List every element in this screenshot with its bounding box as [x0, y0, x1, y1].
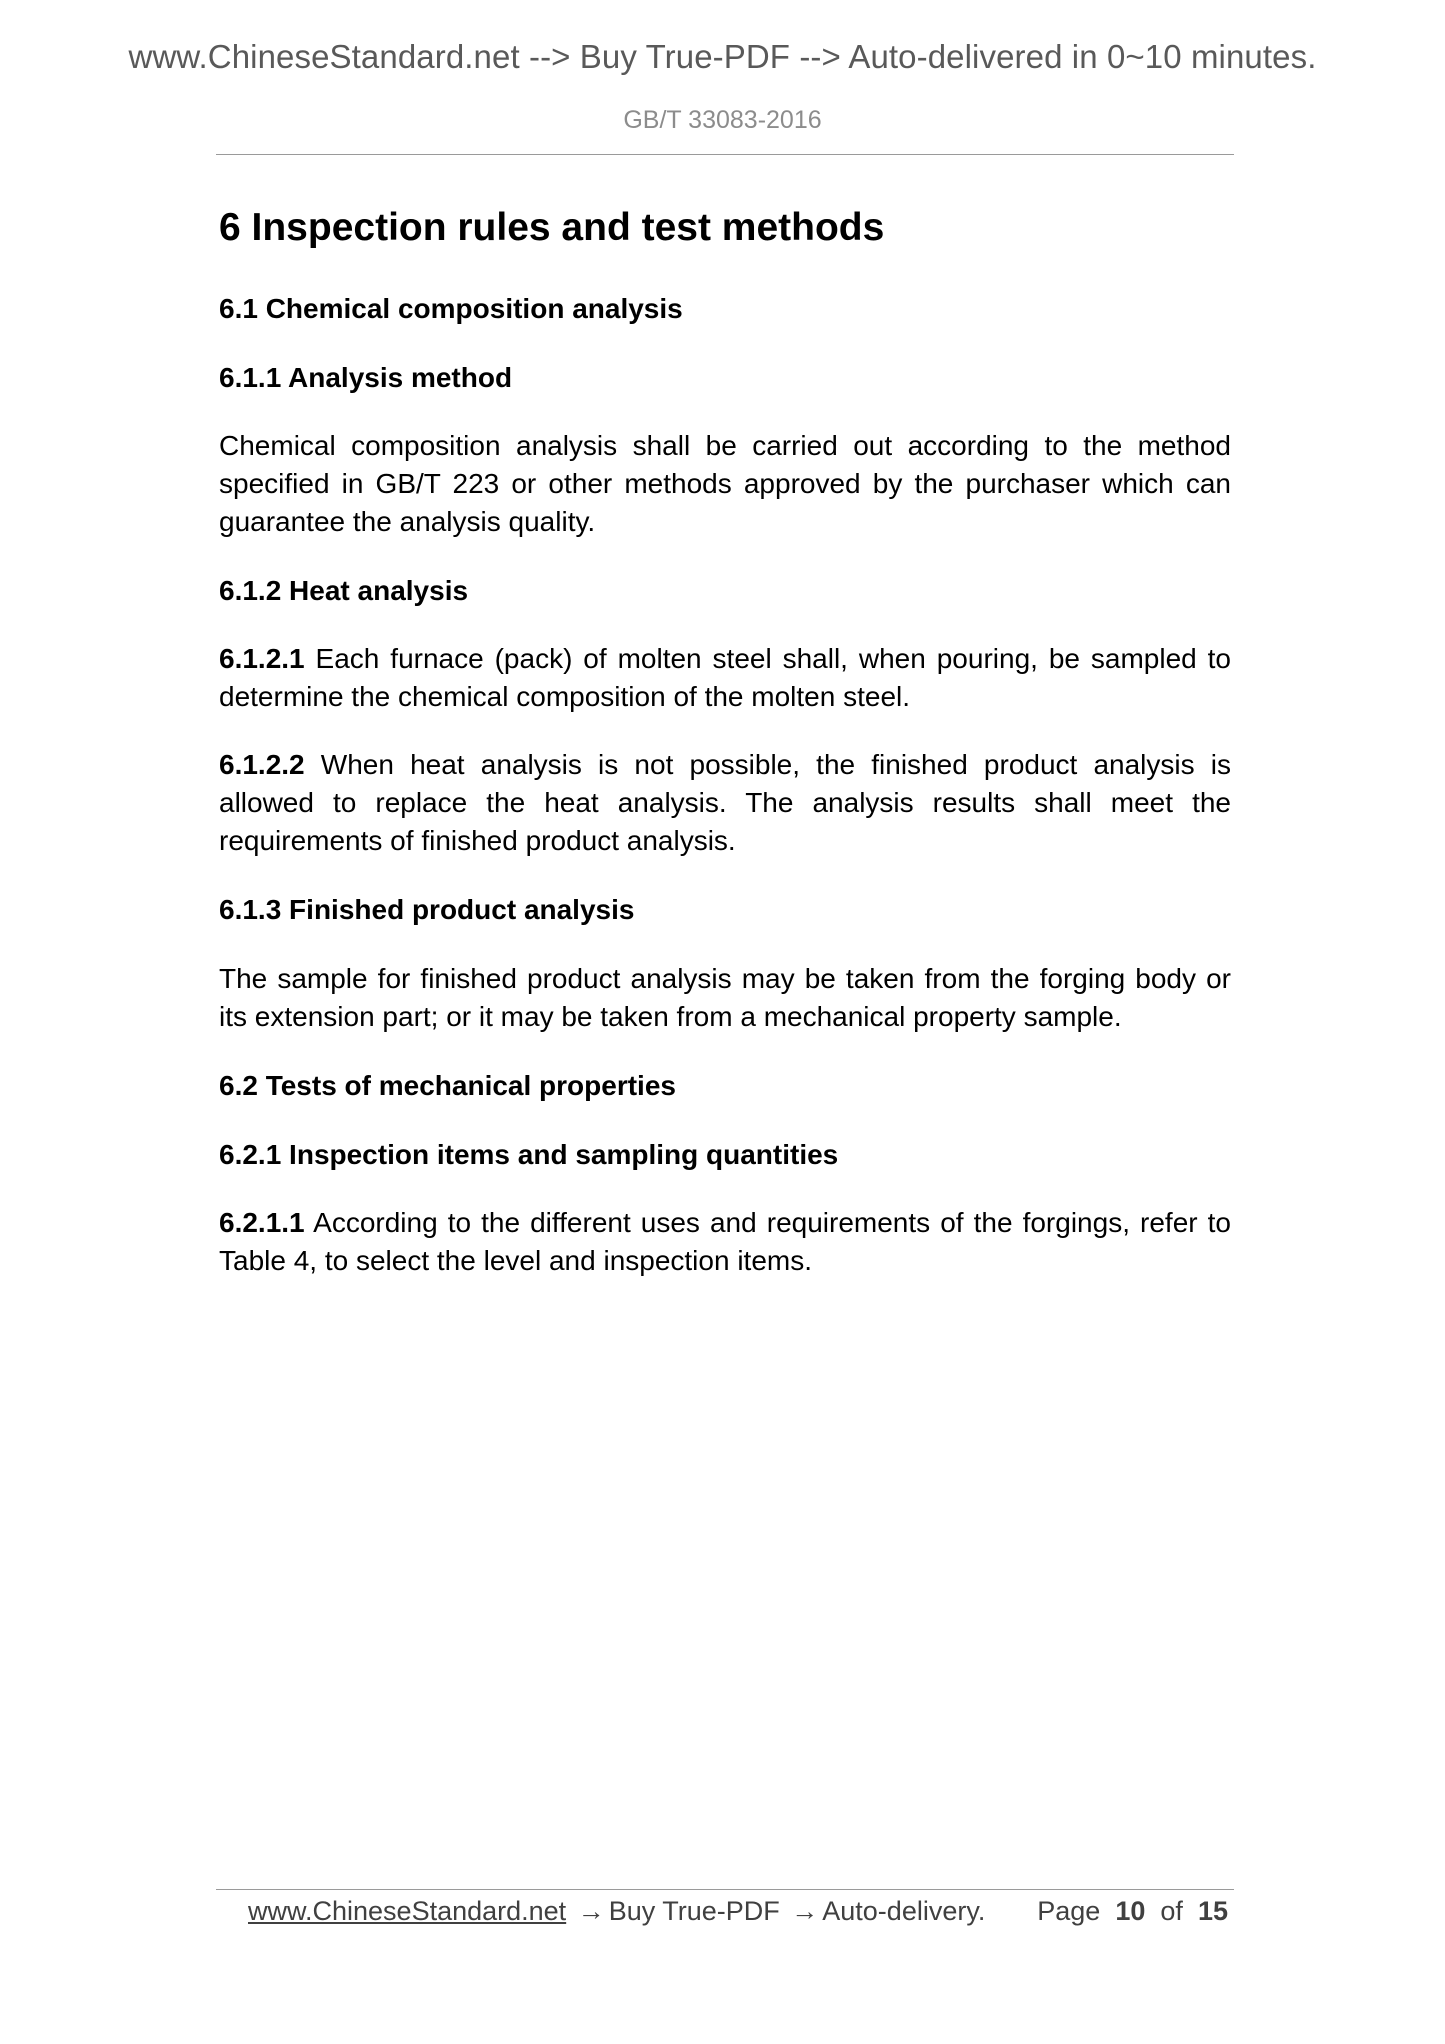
- page-of: of: [1160, 1896, 1183, 1926]
- heading-6-2-1: 6.2.1 Inspection items and sampling quantities: [219, 1138, 839, 1170]
- heading-6-1-1: 6.1.1 Analysis method: [219, 361, 513, 393]
- page-label: Page: [1037, 1896, 1101, 1926]
- clause-number-6-1-2-2: 6.1.2.2: [219, 749, 305, 781]
- arrow-right-icon: →: [577, 1896, 605, 1926]
- clause-text-6-1-2-1: Each furnace (pack) of molten steel shall, when pouring, be sampled to determine the chemical composition of the molten steel.: [219, 643, 1231, 713]
- paragraph-6-1-2-2: [219, 746, 1231, 860]
- footer-site-link[interactable]: www.ChineseStandard.net: [248, 1896, 567, 1926]
- paragraph-6-1-3: The sample for finished product analysis may be taken from the forging body or its extension part; or it may be taken from a mechanical property sample.: [219, 962, 1231, 1032]
- header-divider: [216, 154, 1234, 155]
- heading-6-2: 6.2 Tests of mechanical properties: [219, 1069, 676, 1101]
- heading-6-1-2: 6.1.2 Heat analysis: [219, 575, 469, 607]
- clause-text-6-1-2-2: When heat analysis is not possible, the finished product analysis is allowed to replace the heat analysis. The analysis results shall meet the requirements of finished product analysis.: [219, 749, 1231, 857]
- footer-delivery-text: Auto-delivery.: [822, 1896, 986, 1926]
- standard-code: GB/T 33083-2016: [623, 106, 822, 134]
- clause-number-6-1-2-1: 6.1.2.1: [219, 643, 305, 675]
- heading-6-1-3: 6.1.3 Finished product analysis: [219, 894, 635, 926]
- clause-number-6-2-1-1: 6.2.1.1: [219, 1206, 305, 1238]
- page-indicator: [1037, 1893, 1228, 1929]
- footer-buy-text: Buy True-PDF: [608, 1896, 780, 1926]
- paragraph-6-1-2-1: [219, 640, 1231, 716]
- footer-divider: [216, 1889, 1234, 1890]
- top-banner: www.ChineseStandard.net --> Buy True-PDF --> Auto-delivered in 0~10 minutes.: [128, 38, 1317, 75]
- arrow-right-icon: →: [791, 1896, 819, 1926]
- page-total: 15: [1197, 1896, 1228, 1926]
- paragraph-6-2-1-1: [219, 1204, 1231, 1280]
- paragraph-6-1-1: Chemical composition analysis shall be carried out according to the method specified in GB/T 223 or other methods approved by the purchaser which can guarantee the analysis quality.: [219, 430, 1231, 538]
- clause-text-6-2-1-1: According to the different uses and requirements of the forgings, refer to Table 4, to select the level and inspection items.: [219, 1206, 1231, 1276]
- heading-6-1: 6.1 Chemical composition analysis: [219, 292, 683, 324]
- document-body: [219, 205, 1231, 1310]
- section-title: 6 Inspection rules and test methods: [219, 206, 885, 249]
- footer: [248, 1893, 1228, 1929]
- page-current: 10: [1115, 1896, 1146, 1926]
